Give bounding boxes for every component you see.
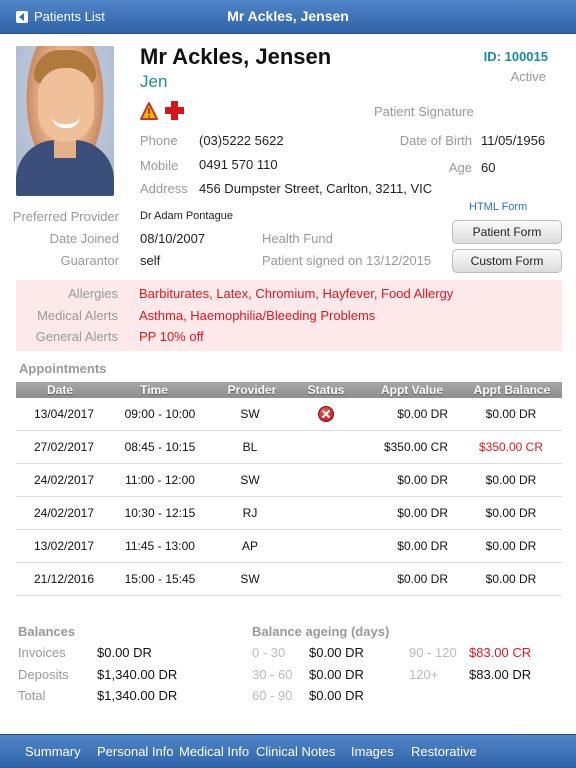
allergies-value: Barbiturates, Latex, Chromium, Hayfever, Food Allergy	[139, 286, 454, 301]
ageing-60-90-value: $0.00 DR	[309, 688, 364, 703]
appointment-row[interactable]	[16, 431, 562, 464]
appt-balance: $0.00 DR	[485, 506, 537, 520]
patient-id: ID: 100015	[483, 49, 548, 64]
health-fund-label: Health Fund	[262, 231, 333, 246]
appt-time: 11:45 - 13:00	[125, 539, 195, 553]
tab-restorative[interactable]: Restorative	[411, 744, 477, 759]
appt-balance: $0.00 DR	[485, 407, 537, 421]
tab-personal-info[interactable]: Personal Info	[97, 744, 174, 759]
invoices-value: $0.00 DR	[97, 645, 152, 660]
guarantor-label: Guarantor	[60, 253, 119, 268]
tab-summary[interactable]: Summary	[25, 744, 81, 759]
appt-provider: SW	[240, 473, 260, 487]
dob-label: Date of Birth	[399, 133, 472, 148]
dob-value: 11/05/1956	[481, 133, 546, 148]
mobile-value[interactable]: 0491 570 110	[199, 157, 278, 172]
total-label: Total	[18, 688, 46, 703]
patient-name: Mr Ackles, Jensen	[140, 44, 332, 69]
ageing-0-30-value: $0.00 DR	[309, 645, 364, 660]
html-form-link[interactable]: HTML Form	[469, 201, 528, 213]
ageing-90-120-value: $83.00 CR	[469, 645, 532, 660]
appt-balance: $0.00 DR	[485, 473, 537, 487]
patient-status: Active	[510, 69, 546, 84]
provider-label: Preferred Provider	[12, 209, 119, 224]
warning-icon[interactable]	[140, 102, 158, 120]
appt-date: 27/02/2017	[33, 440, 95, 454]
appt-date: 13/04/2017	[33, 407, 95, 421]
ageing-title: Balance ageing (days)	[252, 624, 390, 639]
general-alerts-value: PP 10% off	[139, 329, 204, 344]
appointments-title: Appointments	[19, 361, 107, 376]
appt-balance: $0.00 DR	[485, 539, 537, 553]
appt-date: 24/02/2017	[33, 506, 95, 520]
deposits-label: Deposits	[18, 667, 69, 682]
appointment-row[interactable]	[16, 464, 562, 497]
medical-cross-icon[interactable]	[165, 101, 184, 120]
general-alerts-label: General Alerts	[35, 329, 118, 344]
appt-value: $0.00 DR	[397, 572, 448, 586]
appt-provider: SW	[240, 572, 260, 586]
balances-title: Balances	[18, 624, 76, 639]
appt-value: $0.00 DR	[397, 506, 448, 520]
alerts-panel	[16, 280, 562, 351]
appointment-row[interactable]	[16, 497, 562, 530]
appt-provider: RJ	[242, 506, 258, 520]
col-provider[interactable]: Provider	[227, 383, 277, 397]
custom-form-button[interactable]: Custom Form	[452, 249, 562, 273]
patient-form-button[interactable]: Patient Form	[452, 220, 562, 244]
appt-date: 21/12/2016	[33, 572, 95, 586]
ageing-30-60-value: $0.00 DR	[309, 667, 364, 682]
appt-provider: BL	[242, 440, 258, 454]
appt-provider: SW	[240, 407, 260, 421]
phone-value[interactable]: (03)5222 5622	[199, 133, 284, 148]
provider-value: Dr Adam Pontague	[140, 210, 233, 222]
phone-label: Phone	[140, 133, 178, 148]
deposits-value: $1,340.00 DR	[97, 667, 178, 682]
col-appt-balance[interactable]: Appt Balance	[473, 383, 551, 397]
appt-time: 15:00 - 15:45	[124, 572, 196, 586]
appt-value: $0.00 DR	[397, 407, 448, 421]
appt-provider: AP	[241, 539, 258, 553]
patient-signed-label: Patient signed on 13/12/2015	[262, 253, 432, 268]
appt-value: $350.00 CR	[383, 440, 448, 454]
joined-label: Date Joined	[49, 231, 119, 246]
appt-date: 13/02/2017	[33, 539, 95, 553]
appt-date: 24/02/2017	[33, 473, 95, 487]
appt-value: $0.00 DR	[397, 473, 448, 487]
bottom-tab-bar	[0, 734, 576, 768]
navigation-bar	[0, 0, 576, 34]
medical-alerts-value: Asthma, Haemophilia/Bleeding Problems	[139, 308, 376, 323]
appt-time: 08:45 - 10:15	[124, 440, 196, 454]
appt-balance: $350.00 CR	[478, 440, 544, 454]
appointment-row[interactable]	[16, 530, 562, 563]
appt-time: 10:30 - 12:15	[124, 506, 196, 520]
ageing-90-120-label: 90 - 120	[409, 645, 457, 660]
age-value: 60	[481, 160, 496, 175]
appointment-row[interactable]	[16, 398, 562, 431]
nav-title: Mr Ackles, Jensen	[227, 8, 349, 24]
col-status[interactable]: Status	[307, 383, 345, 397]
appointments-table-header	[16, 382, 562, 398]
tab-medical-info[interactable]: Medical Info	[179, 744, 250, 759]
ageing-30-60-label: 30 - 60	[252, 667, 293, 682]
col-date[interactable]: Date	[46, 383, 73, 397]
cancelled-status-icon	[318, 406, 334, 422]
total-value: $1,340.00 DR	[97, 688, 178, 703]
invoices-label: Invoices	[18, 645, 66, 660]
age-label: Age	[448, 160, 472, 175]
ageing-0-30-label: 0 - 30	[252, 645, 286, 660]
appt-value: $0.00 DR	[397, 539, 448, 553]
address-value: 456 Dumpster Street, Carlton, 3211, VIC	[199, 181, 433, 196]
guarantor-value: self	[140, 253, 161, 268]
col-time[interactable]: Time	[140, 383, 168, 397]
tab-clinical-notes[interactable]: Clinical Notes	[256, 744, 336, 759]
col-appt-value[interactable]: Appt Value	[380, 383, 443, 397]
ageing-60-90-label: 60 - 90	[252, 688, 293, 703]
ageing-120-value: $83.00 DR	[469, 667, 532, 682]
patient-photo[interactable]	[16, 46, 114, 196]
appointment-row[interactable]	[16, 563, 562, 596]
joined-value: 08/10/2007	[140, 231, 206, 246]
medical-alerts-label: Medical Alerts	[37, 308, 118, 323]
patient-signature-label[interactable]: Patient Signature	[374, 104, 474, 119]
appt-balance: $0.00 DR	[485, 572, 537, 586]
mobile-label: Mobile	[140, 158, 179, 173]
back-button-label: Patients List	[34, 9, 105, 24]
appt-time: 09:00 - 10:00	[124, 407, 196, 421]
allergies-label: Allergies	[68, 286, 118, 301]
tab-images[interactable]: Images	[351, 744, 394, 759]
appt-time: 11:00 - 12:00	[125, 473, 195, 487]
patient-nickname: Jen	[140, 72, 168, 91]
ageing-120-label: 120+	[409, 667, 439, 682]
address-label: Address	[140, 181, 188, 196]
